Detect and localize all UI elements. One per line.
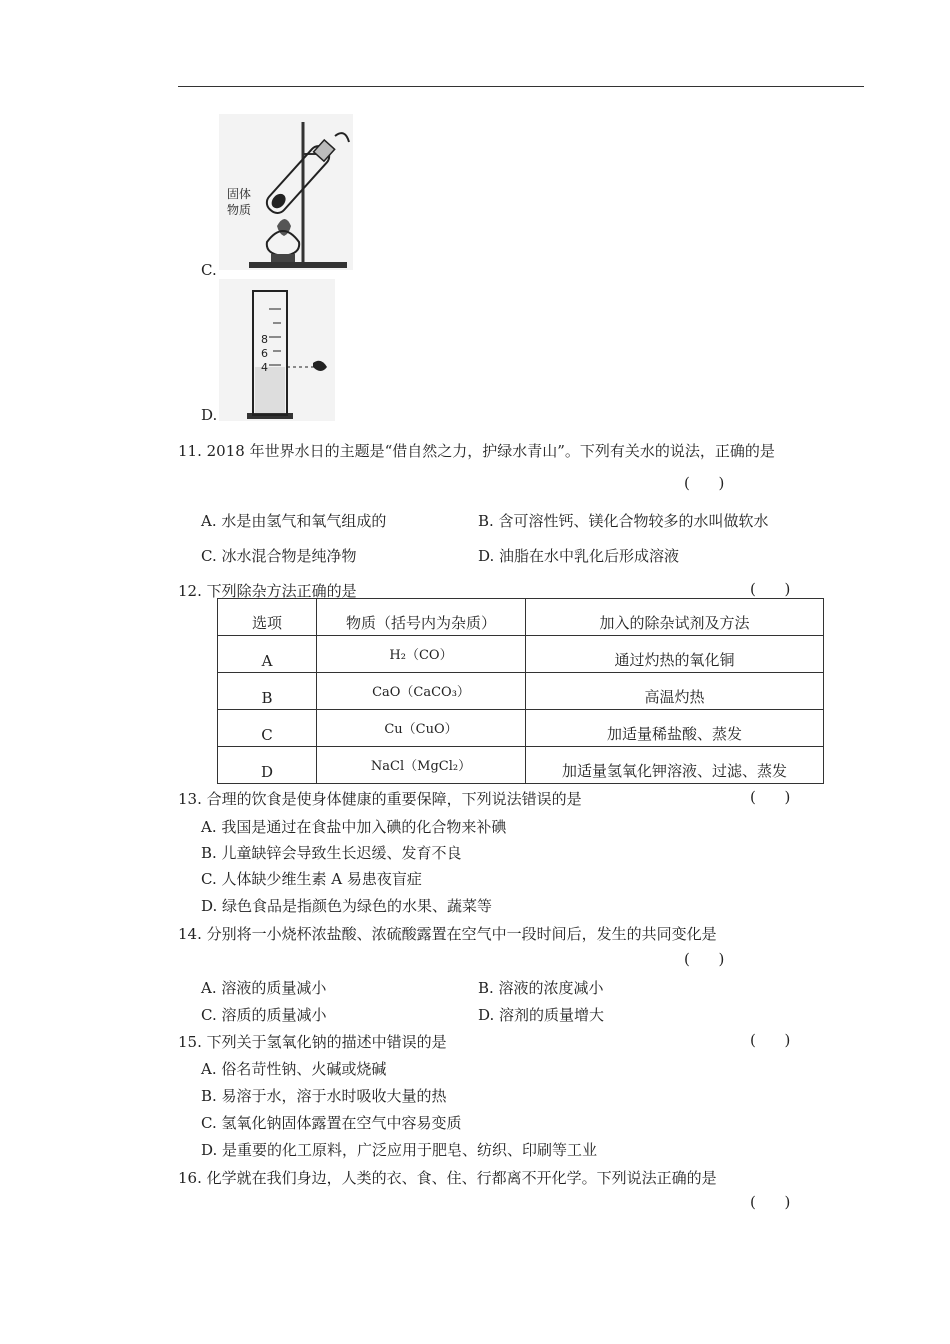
apparatus-drawing [219, 114, 353, 270]
table-row [218, 747, 824, 784]
q15-option-a: A. 俗名苛性钠、火碱或烧碱 [201, 1060, 387, 1078]
row-d-option: D [218, 747, 317, 784]
q16-answer-paren: ( ) [750, 1193, 791, 1211]
q11-option-b: B. 含可溶性钙、镁化合物较多的水叫做软水 [478, 512, 769, 530]
row-b-option: B [218, 673, 317, 710]
q14-stem: 14. 分别将一小烧杯浓盐酸、浓硫酸露置在空气中一段时间后，发生的共同变化是 [178, 925, 717, 943]
q15-option-c: C. 氢氧化钠固体露置在空气中容易变质 [201, 1114, 462, 1132]
q12-stem: 12. 下列除杂方法正确的是 [178, 582, 357, 600]
row-a-method: 通过灼热的氧化铜 [526, 636, 824, 673]
row-a-option: A [218, 636, 317, 673]
q11-option-a: A. 水是由氢气和氧气组成的 [201, 512, 387, 530]
row-a-substance: H₂（CO） [317, 636, 526, 673]
q14-option-c: C. 溶质的质量减小 [201, 1006, 327, 1024]
table-row [218, 673, 824, 710]
q13-option-d: D. 绿色食品是指颜色为绿色的水果、蔬菜等 [201, 897, 493, 915]
figure-label-solid-line1: 固体 [227, 187, 252, 201]
q14-answer-paren: ( ) [684, 950, 725, 968]
q15-option-b: B. 易溶于水，溶于水时吸收大量的热 [201, 1087, 447, 1105]
q11-answer-paren: ( ) [684, 474, 725, 492]
q12-answer-paren: ( ) [750, 580, 791, 598]
row-b-substance: CaO（CaCO₃） [317, 673, 526, 710]
cylinder-drawing [219, 279, 335, 421]
cylinder-scale-8: 8 [261, 333, 268, 346]
row-d-method: 加适量氢氧化钾溶液、过滤、蒸发 [526, 747, 824, 784]
q15-answer-paren: ( ) [750, 1031, 791, 1049]
measuring-cylinder-figure [219, 279, 335, 421]
heating-solid-apparatus-figure [219, 114, 353, 270]
row-c-method: 加适量稀盐酸、蒸发 [526, 710, 824, 747]
row-c-option: C [218, 710, 317, 747]
header-rule [178, 86, 864, 87]
q13-option-b: B. 儿童缺锌会导致生长迟缓、发育不良 [201, 844, 462, 862]
q13-stem: 13. 合理的饮食是使身体健康的重要保障，下列说法错误的是 [178, 790, 582, 808]
q12-table [217, 598, 824, 784]
row-d-substance: NaCl（MgCl₂） [317, 747, 526, 784]
header-option: 选项 [218, 599, 317, 636]
q14-option-b: B. 溶液的浓度减小 [478, 979, 604, 997]
q16-stem: 16. 化学就在我们身边，人类的衣、食、住、行都离不开化学。下列说法正确的是 [178, 1169, 717, 1187]
table-row [218, 636, 824, 673]
q14-option-d: D. 溶剂的质量增大 [478, 1006, 605, 1024]
figure-label-solid-line2: 物质 [227, 203, 252, 217]
header-method: 加入的除杂试剂及方法 [526, 599, 824, 636]
q15-stem: 15. 下列关于氢氧化钠的描述中错误的是 [178, 1033, 447, 1051]
q14-option-a: A. 溶液的质量减小 [201, 979, 327, 997]
row-c-substance: Cu（CuO） [317, 710, 526, 747]
row-b-method: 高温灼热 [526, 673, 824, 710]
option-c-label: C. [201, 261, 217, 279]
header-substance: 物质（括号内为杂质） [317, 599, 526, 636]
table-header-row [218, 599, 824, 636]
cylinder-scale-6: 6 [261, 347, 268, 360]
option-d-label: D. [201, 406, 218, 424]
q11-option-c: C. 冰水混合物是纯净物 [201, 547, 357, 565]
q11-option-d: D. 油脂在水中乳化后形成溶液 [478, 547, 680, 565]
q13-option-a: A. 我国是通过在食盐中加入碘的化合物来补碘 [201, 818, 507, 836]
q13-answer-paren: ( ) [750, 788, 791, 806]
q13-option-c: C. 人体缺少维生素 A 易患夜盲症 [201, 870, 422, 888]
q11-stem: 11. 2018 年世界水日的主题是“借自然之力，护绿水青山”。下列有关水的说法，正确的是 [178, 442, 775, 460]
q15-option-d: D. 是重要的化工原料，广泛应用于肥皂、纺织、印刷等工业 [201, 1141, 598, 1159]
cylinder-scale-4: 4 [261, 361, 268, 374]
table-row [218, 710, 824, 747]
